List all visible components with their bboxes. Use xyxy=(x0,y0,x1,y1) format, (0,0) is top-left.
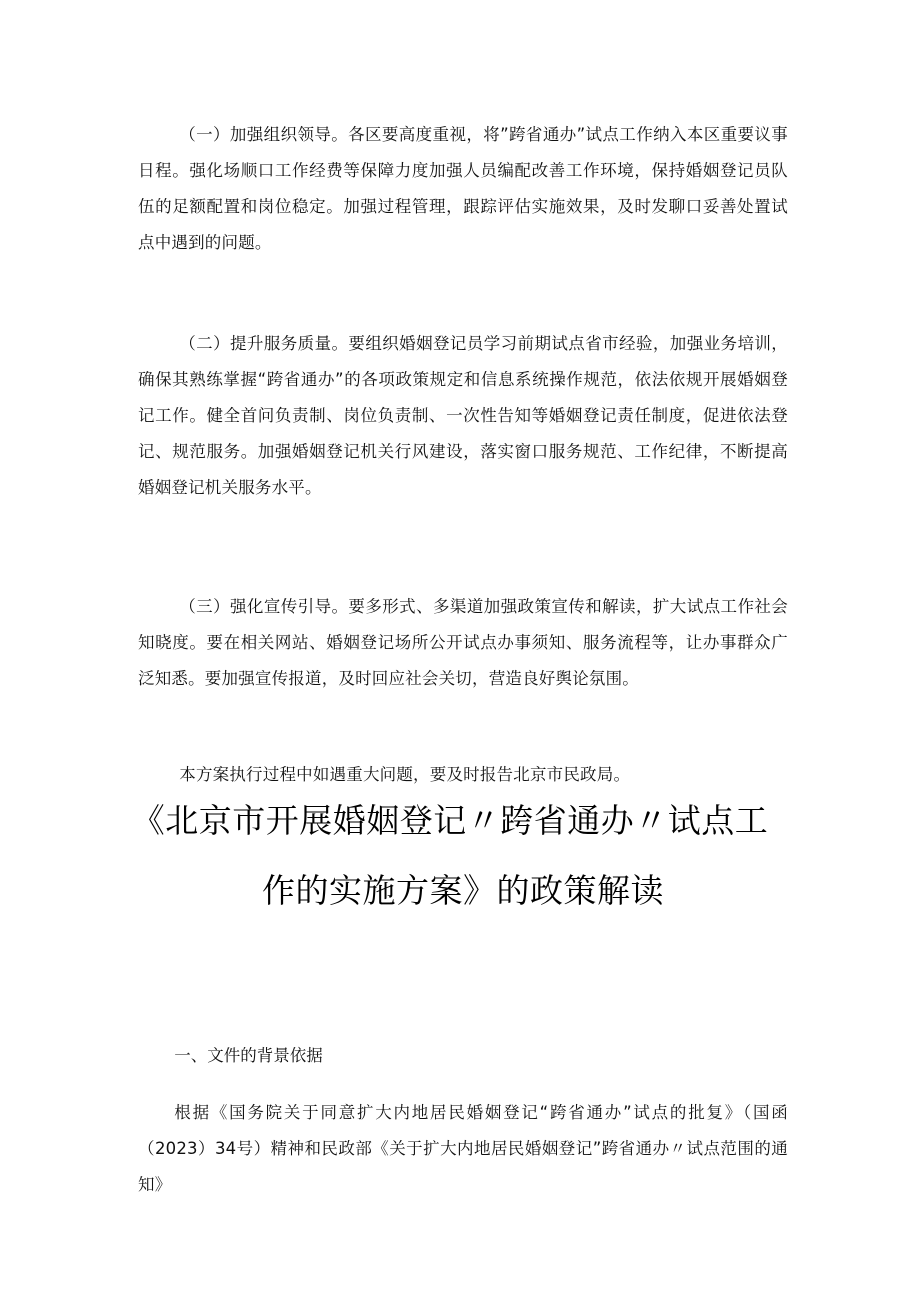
paragraph-service-quality: （二）提升服务质量。要组织婚姻登记员学习前期试点省市经验，加强业务培训，确保其熟练掌握“跨省通办”的各项政策规定和信息系统操作规范，依法依规开展婚姻登记工作。健全首问负责制、岗位负责制、一次性告知等婚姻登记责任制度，促进依法登记、规范服务。加强婚姻登记机关行风建设，落实窗口服务规范、工作纪律，不断提高婚姻登记机关服务水平。 xyxy=(138,334,788,497)
policy-title-line-1: 《北京市开展婚姻登记〃跨省通办〃试点工 xyxy=(131,801,769,840)
section-heading-background: 一、文件的背景依据 xyxy=(174,1046,323,1065)
paragraph-publicity-guidance: （三）强化宣传引导。要多形式、多渠道加强政策宣传和解读，扩大试点工作社会知晓度。要在相关网站、婚姻登记场所公开试点办事须知、服务流程等，让办事群众广泛知悉。要加强宣传报道，及时回应社会关切，营造良好舆论氛围。 xyxy=(138,597,788,688)
paragraph-background-basis: 根据《国务院关于同意扩大内地居民婚姻登记“跨省通办”试点的批复》（国函（2023）34号）精神和民政部《关于扩大内地居民婚姻登记”跨省通办〃试点范围的通知》 xyxy=(138,1103,788,1194)
policy-title-line-2: 作的实施方案》的政策解读 xyxy=(262,871,664,910)
paragraph-organization-leadership: （一）加强组织领导。各区要高度重视，将”跨省通办”试点工作纳入本区重要议事日程。强化场顺口工作经费等保障力度加强人员编配改善工作环境，保持婚姻登记员队伍的足额配置和岗位稳定。加强过程管理，跟踪评估实施效果，及时发聊口妥善处置试点中遇到的问题。 xyxy=(138,125,788,252)
paragraph-reporting-note: 本方案执行过程中如遇重大问题，要及时报告北京市民政局。 xyxy=(179,765,631,784)
